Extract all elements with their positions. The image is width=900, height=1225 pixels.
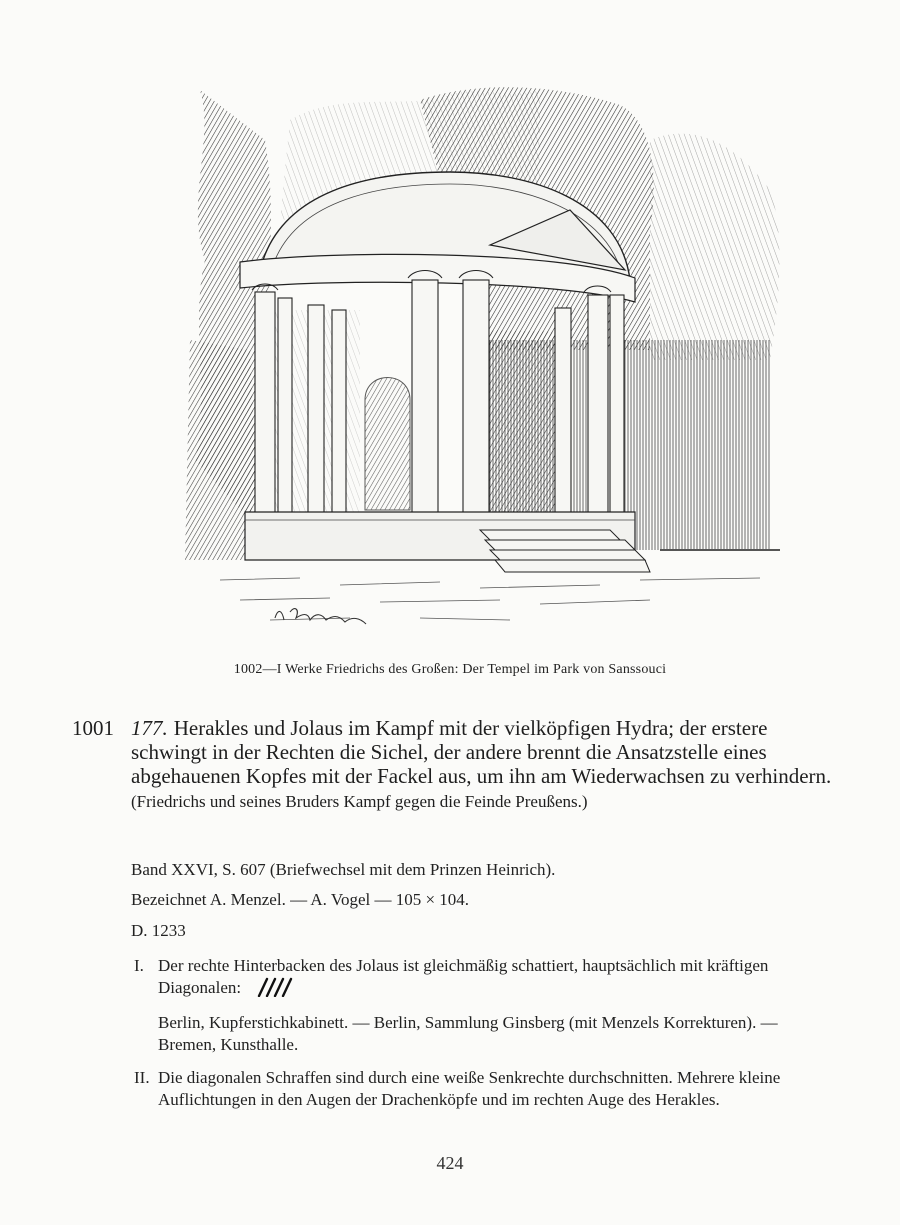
- figure-caption: 1002—I Werke Friedrichs des Großen: Der Tempel im Park von Sanssouci: [233, 662, 667, 677]
- variant-1-roman: I.: [134, 956, 144, 975]
- variant-1-locations: Berlin, Kupferstichkabinett. — Berlin, Sammlung Ginsberg (mit Menzels Korrekturen). — Bremen, Kunsthalle.: [158, 1013, 778, 1054]
- entry-catalog: D. 1233: [131, 921, 186, 940]
- entry-source: Band XXVI, S. 607 (Briefwechsel mit dem Prinzen Heinrich).: [131, 860, 556, 879]
- entry-heading: [72, 716, 832, 814]
- catalog-entry: [72, 716, 832, 814]
- temple: [240, 172, 650, 572]
- temple-etching: [180, 80, 790, 640]
- diagonal-hatching-icon: [253, 977, 297, 997]
- variant-1-text: Der rechte Hinterbacken des Jolaus ist gleichmäßig schattiert, hauptsächlich mit kräftigen Diagonalen:: [158, 956, 769, 997]
- page-number: 424: [436, 1153, 464, 1173]
- variant-2-text: Die diagonalen Schraffen sind durch eine weiße Senkrechte durchschnitten. Mehrere kleine Auflichtungen in den Augen der Drachenköpfe und im rechten Auge des Herakles.: [158, 1068, 781, 1109]
- entry-title: Herakles und Jolaus im Kampf mit der vielköpfigen Hydra; der erstere schwingt in der Rechten die Sichel, der andere brennt die Ansatzstelle eines abgehauenen Kopfes mit der Fackel aus, um ihn am Wiederwachsen zu verhindern.: [131, 716, 832, 788]
- entry-note: (Friedrichs und seines Bruders Kampf gegen die Feinde Preußens.): [131, 792, 588, 811]
- entry-number: 1001: [72, 716, 114, 740]
- artist-signature: [275, 609, 366, 624]
- plate-number: 177.: [131, 716, 168, 740]
- variant-1: [134, 955, 830, 999]
- variant-1-locations-block: [134, 1012, 830, 1056]
- variant-2: [134, 1067, 830, 1111]
- variant-2-roman: II.: [134, 1068, 150, 1087]
- entry-marking: Bezeichnet A. Menzel. — A. Vogel — 105 × 104.: [131, 890, 470, 909]
- temple-illustration: [180, 80, 790, 640]
